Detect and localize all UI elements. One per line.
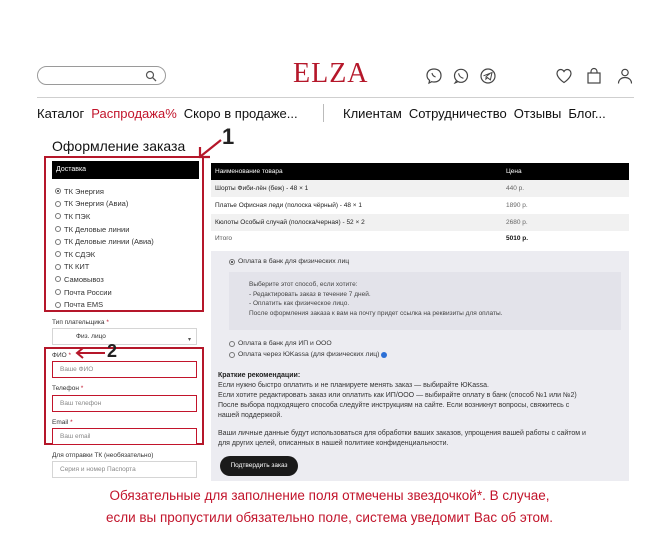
phone-label: Телефон * (52, 385, 84, 392)
radio-icon[interactable] (55, 251, 61, 257)
order-table-header: Наименование товара Цена (211, 163, 629, 180)
radio-icon[interactable] (55, 213, 61, 219)
table-row: Платье Офисная леди (полоска чёрный) - 48 × 1 1890 р. (215, 202, 528, 209)
nav-catalog[interactable]: Каталог (37, 106, 85, 121)
search-input[interactable] (37, 66, 166, 85)
yookassa-icon (381, 352, 387, 358)
nav-clients[interactable]: Клиентам (343, 106, 402, 121)
telegram-icon[interactable] (479, 67, 497, 85)
radio-icon[interactable] (55, 289, 61, 295)
required-fields-note-line-2: если вы пропустили обязательно поле, система уведомит Вас об этом. (105, 510, 554, 525)
page-title: Оформление заказа (52, 138, 186, 154)
main-nav-right (343, 106, 613, 121)
delivery-option[interactable]: ТК Деловые линии (55, 223, 154, 236)
site-logo[interactable]: ELZA (293, 58, 369, 89)
payment-panel (211, 251, 629, 481)
fio-field[interactable]: Ваше ФИО (52, 361, 197, 378)
whatsapp-icon[interactable] (452, 67, 470, 85)
delivery-option[interactable]: ТК Энергия (Авиа) (55, 198, 154, 211)
delivery-header: Доставка (52, 161, 199, 179)
payer-type-select[interactable]: Физ. лицо ▾ (52, 328, 197, 345)
email-label: Email * (52, 419, 73, 426)
radio-icon[interactable] (55, 226, 61, 232)
radio-icon[interactable] (55, 239, 61, 245)
delivery-option[interactable]: ТК СДЭК (55, 248, 154, 261)
main-nav-left (37, 106, 305, 121)
privacy-note: Ваши личные данные будут использоваться для обработки ваших заказов, упрощения вашей работы с сайтом и для других целей, описанных в нашей политике конфиденциальности. (218, 430, 586, 447)
nav-coming-soon[interactable]: Скоро в продаже... (183, 106, 298, 121)
radio-selected-icon[interactable] (55, 188, 61, 194)
annotation-arrow-2-icon (74, 347, 106, 359)
nav-cooperation[interactable]: Сотрудничество (408, 106, 507, 121)
delivery-option[interactable]: ТК КИТ (55, 261, 154, 274)
radio-selected-icon[interactable] (229, 259, 235, 265)
order-total-row: Итого 5010 р. (215, 235, 529, 242)
payment-info: Выберите этот способ, если хотите: - Редактировать заказ в течение 7 дней. - Оплатить как физическое лицо. После оформления заказа к вам на почту придет ссылка на реквизиты для оплаты. (229, 272, 621, 330)
annotation-number-2: 2 (107, 341, 118, 361)
table-row: Шорты Фиби-лён (беж) - 48 × 1 440 р. (211, 180, 629, 197)
payment-option-bank-individual[interactable]: Оплата в банк для физических лиц (229, 258, 349, 265)
confirm-order-button[interactable]: Подтвердить заказ (220, 456, 298, 476)
nav-reviews[interactable]: Отзывы (513, 106, 562, 121)
payment-option-bank-business[interactable]: Оплата в банк для ИП и ООО (229, 340, 332, 347)
recommendations: Краткие рекомендации: Если нужно быстро оплатить и не планируете менять заказ — выбирайте ЮKassa. Если хотите редактировать заказ или оплатить как ИП/ООО — выбирайте оплату в банк (способ №1 или №2) После выбора подходящего способа следуйте инструкциям на сайте. Если возникнут вопросы, свяжитесь с нашей поддержкой. (218, 372, 577, 419)
phone-field[interactable]: Ваш телефон (52, 395, 197, 412)
tk-label: Для отправки ТК (необязательно) (52, 452, 154, 459)
search-icon[interactable] (145, 70, 157, 82)
delivery-option[interactable]: ТК ПЭК (55, 210, 154, 223)
fio-label: ФИО * (52, 352, 72, 359)
delivery-option[interactable]: Самовывоз (55, 273, 154, 286)
delivery-options (55, 185, 154, 311)
delivery-option[interactable]: Почта EMS (55, 298, 154, 311)
delivery-option[interactable]: ТК Деловые линии (Авиа) (55, 235, 154, 248)
email-field[interactable]: Ваш email (52, 428, 197, 445)
payer-type-label: Тип плательщика * (52, 319, 109, 326)
header-divider (37, 97, 634, 98)
heart-icon[interactable] (555, 67, 573, 85)
user-icon[interactable] (616, 67, 634, 85)
delivery-option[interactable]: ТК Энергия (55, 185, 154, 198)
nav-sale[interactable]: Распродажа% (91, 106, 177, 121)
radio-icon[interactable] (55, 302, 61, 308)
annotation-number-1: 1 (222, 124, 235, 149)
required-fields-note-line-1: Обязательные для заполнение поля отмечены звездочкой*. В случае, (109, 488, 550, 503)
radio-icon[interactable] (229, 341, 235, 347)
passport-field[interactable]: Серия и номер Паспорта (52, 461, 197, 478)
radio-icon[interactable] (55, 276, 61, 282)
radio-icon[interactable] (55, 264, 61, 270)
nav-blog[interactable]: Блог... (568, 106, 606, 121)
nav-divider (323, 104, 324, 122)
chevron-down-icon: ▾ (187, 337, 191, 343)
bag-icon[interactable] (585, 67, 603, 85)
payment-option-yookassa[interactable]: Оплата через ЮKassa (для физических лиц) (229, 351, 387, 358)
radio-icon[interactable] (229, 352, 235, 358)
delivery-option[interactable]: Почта России (55, 286, 154, 299)
table-row: Кюлоты Особый случай (полоска/черная) - 52 × 2 2680 р. (211, 214, 629, 231)
viber-icon[interactable] (425, 67, 443, 85)
radio-icon[interactable] (55, 201, 61, 207)
